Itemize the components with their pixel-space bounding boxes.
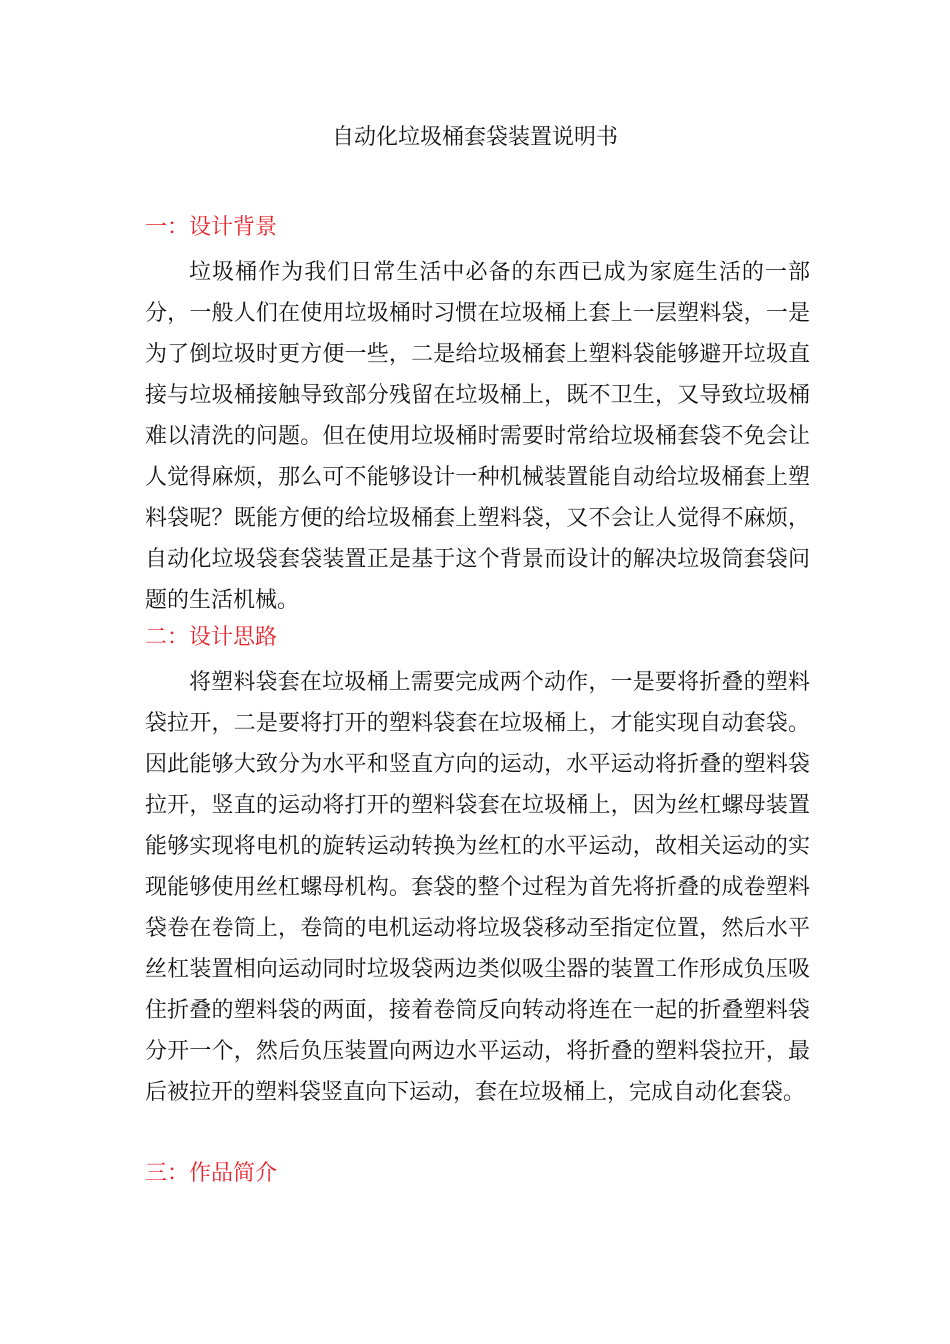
section-work-introduction <box>145 1156 810 1192</box>
section-design-approach <box>145 620 810 1113</box>
document-title: 自动化垃圾桶套袋装置说明书 <box>331 125 618 150</box>
section-design-background <box>145 210 810 621</box>
section-paragraph: 垃圾桶作为我们日常生活中必备的东西已成为家庭生活的一部分，一般人们在使用垃圾桶时习惯在垃圾桶上套上一层塑料袋，一是为了倒垃圾时更方便一些，二是给垃圾桶套上塑料袋能够避开垃圾直接与垃圾桶接触导致部分残留在垃圾桶上，既不卫生，又导致垃圾桶难以清洗的问题。但在使用垃圾桶时需要时常给垃圾桶套袋不免会让人觉得麻烦，那么可不能够设计一种机械装置能自动给垃圾桶套上塑料袋呢？既能方便的给垃圾桶套上塑料袋，又不会让人觉得不麻烦，自动化垃圾袋套袋装置正是基于这个背景而设计的解决垃圾筒套袋问题的生活机械。 <box>145 260 810 613</box>
section-heading: 二：设计思路 <box>145 625 278 650</box>
section-heading: 三：作品简介 <box>145 1161 278 1186</box>
section-paragraph: 将塑料袋套在垃圾桶上需要完成两个动作，一是要将折叠的塑料袋拉开，二是要将打开的塑料袋套在垃圾桶上，才能实现自动套袋。因此能够大致分为水平和竖直方向的运动，水平运动将折叠的塑料袋拉开，竖直的运动将打开的塑料袋套在垃圾桶上，因为丝杠螺母装置能够实现将电机的旋转运动转换为丝杠的水平运动，故相关运动的实现能够使用丝杠螺母机构。套袋的整个过程为首先将折叠的成卷塑料袋卷在卷筒上，卷筒的电机运动将垃圾袋移动至指定位置，然后水平丝杠装置相向运动同时垃圾袋两边类似吸尘器的装置工作形成负压吸住折叠的塑料袋的两面，接着卷筒反向转动将连在一起的折叠塑料袋分开一个，然后负压装置向两边水平运动，将折叠的塑料袋拉开，最后被拉开的塑料袋竖直向下运动，套在垃圾桶上，完成自动化套袋。 <box>145 670 810 1105</box>
section-heading: 一：设计背景 <box>145 215 278 240</box>
